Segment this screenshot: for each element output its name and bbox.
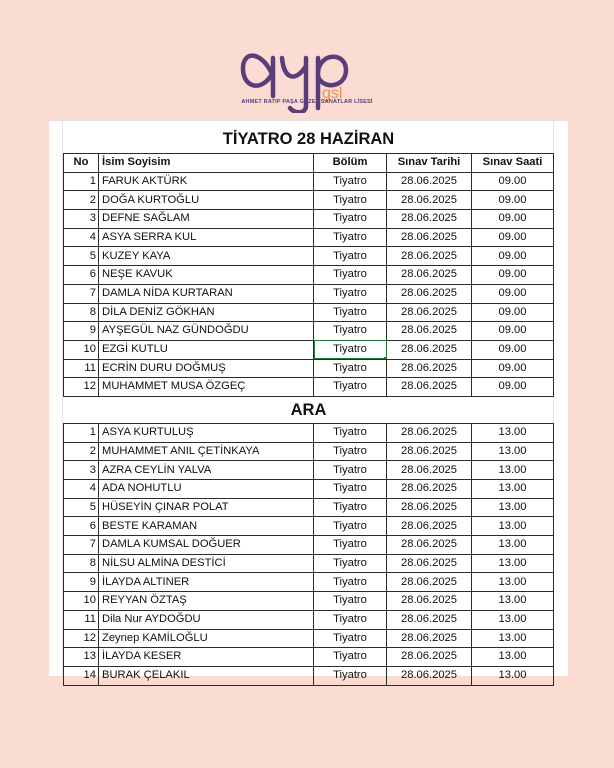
table-row <box>64 610 554 629</box>
exam-time-cell[interactable]: 13.00 <box>472 517 554 536</box>
table-row <box>64 536 554 555</box>
header-row <box>64 154 554 173</box>
row-number-cell[interactable]: 3 <box>64 461 99 480</box>
row-number-cell[interactable]: 10 <box>64 592 99 611</box>
exam-time-cell[interactable]: 13.00 <box>472 573 554 592</box>
table-row <box>64 666 554 685</box>
exam-time-cell[interactable]: 13.00 <box>472 629 554 648</box>
row-number-cell[interactable]: 4 <box>64 480 99 499</box>
header-exam-date[interactable]: Sınav Tarihi <box>387 154 472 173</box>
exam-date-cell[interactable]: 28.06.2025 <box>387 517 472 536</box>
exam-time-cell[interactable]: 13.00 <box>472 498 554 517</box>
exam-date-cell[interactable]: 28.06.2025 <box>387 442 472 461</box>
exam-date-cell[interactable]: 28.06.2025 <box>387 423 472 442</box>
exam-date-cell[interactable]: 28.06.2025 <box>387 247 472 266</box>
exam-time-cell[interactable]: 09.00 <box>472 303 554 322</box>
table-row <box>64 247 554 266</box>
department-cell[interactable]: Tiyatro <box>314 442 387 461</box>
department-cell[interactable]: Tiyatro <box>314 629 387 648</box>
exam-date-cell[interactable]: 28.06.2025 <box>387 303 472 322</box>
row-number-cell[interactable]: 1 <box>64 423 99 442</box>
student-name-cell[interactable]: ASYA SERRA KUL <box>99 228 314 247</box>
student-name-cell[interactable]: İLAYDA KESER <box>99 648 314 667</box>
department-cell[interactable]: Tiyatro <box>314 228 387 247</box>
schedule-table <box>63 121 554 686</box>
exam-date-cell[interactable]: 28.06.2025 <box>387 592 472 611</box>
row-number-cell[interactable]: 8 <box>64 554 99 573</box>
row-number-cell[interactable]: 5 <box>64 498 99 517</box>
row-number-cell[interactable]: 7 <box>64 284 99 303</box>
table-row <box>64 480 554 499</box>
exam-time-cell[interactable]: 09.00 <box>472 210 554 229</box>
student-name-cell[interactable]: DEFNE SAĞLAM <box>99 210 314 229</box>
table-row <box>64 322 554 341</box>
logo-school-short: gsl <box>322 85 343 102</box>
header-name[interactable]: İsim Soyisim <box>99 154 314 173</box>
student-name-cell[interactable]: REYYAN ÖZTAŞ <box>99 592 314 611</box>
exam-time-cell[interactable]: 09.00 <box>472 191 554 210</box>
table-row <box>64 592 554 611</box>
row-number-cell[interactable]: 3 <box>64 210 99 229</box>
section-title: ARA <box>64 396 554 423</box>
page-title: TİYATRO 28 HAZİRAN <box>222 129 395 148</box>
department-cell[interactable]: Tiyatro <box>314 610 387 629</box>
exam-time-cell[interactable]: 13.00 <box>472 592 554 611</box>
table-row <box>64 340 554 359</box>
student-name-cell[interactable]: BURAK ÇELAKIL <box>99 666 314 685</box>
exam-time-cell[interactable]: 09.00 <box>472 266 554 285</box>
table-row <box>64 461 554 480</box>
student-name-cell[interactable]: İLAYDA ALTINER <box>99 573 314 592</box>
header-department[interactable]: Bölüm <box>314 154 387 173</box>
student-name-cell[interactable]: DAMLA KUMSAL DOĞUER <box>99 536 314 555</box>
header-exam-time[interactable]: Sınav Saati <box>472 154 554 173</box>
exam-date-cell[interactable]: 28.06.2025 <box>387 480 472 499</box>
row-number-cell[interactable]: 6 <box>64 517 99 536</box>
row-number-cell[interactable]: 4 <box>64 228 99 247</box>
student-name-cell[interactable]: ADA NOHUTLU <box>99 480 314 499</box>
exam-time-cell[interactable]: 09.00 <box>472 172 554 191</box>
row-number-cell[interactable]: 12 <box>64 378 99 397</box>
exam-time-cell[interactable]: 13.00 <box>472 461 554 480</box>
table-row <box>64 573 554 592</box>
student-name-cell[interactable]: Dila Nur AYDOĞDU <box>99 610 314 629</box>
student-name-cell[interactable]: DOĞA KURTOĞLU <box>99 191 314 210</box>
exam-date-cell[interactable]: 28.06.2025 <box>387 228 472 247</box>
exam-time-cell[interactable]: 13.00 <box>472 480 554 499</box>
student-name-cell[interactable]: KUZEY KAYA <box>99 247 314 266</box>
row-number-cell[interactable]: 8 <box>64 303 99 322</box>
exam-time-cell[interactable]: 13.00 <box>472 423 554 442</box>
exam-date-cell[interactable]: 28.06.2025 <box>387 322 472 341</box>
department-cell[interactable]: Tiyatro <box>314 498 387 517</box>
row-number-cell[interactable]: 14 <box>64 666 99 685</box>
table-row <box>64 266 554 285</box>
exam-time-cell[interactable]: 13.00 <box>472 442 554 461</box>
exam-time-cell[interactable]: 13.00 <box>472 666 554 685</box>
department-cell[interactable]: Tiyatro <box>314 423 387 442</box>
exam-date-cell[interactable]: 28.06.2025 <box>387 498 472 517</box>
exam-time-cell[interactable]: 09.00 <box>472 228 554 247</box>
row-number-cell[interactable]: 11 <box>64 610 99 629</box>
student-name-cell[interactable]: Zeynep KAMİLOĞLU <box>99 629 314 648</box>
department-cell[interactable]: Tiyatro <box>314 340 387 359</box>
exam-date-cell[interactable]: 28.06.2025 <box>387 573 472 592</box>
student-name-cell[interactable]: DİLA DENİZ GÖKHAN <box>99 303 314 322</box>
exam-date-cell[interactable]: 28.06.2025 <box>387 666 472 685</box>
row-number-cell[interactable]: 2 <box>64 442 99 461</box>
row-number-cell[interactable]: 1 <box>64 172 99 191</box>
table-row <box>64 498 554 517</box>
department-cell[interactable]: Tiyatro <box>314 592 387 611</box>
exam-date-cell[interactable]: 28.06.2025 <box>387 461 472 480</box>
logo-school-full: AHMET RATIP PAŞA GÜZEL SANATLAR LİSESİ <box>241 99 373 105</box>
row-number-cell[interactable]: 9 <box>64 322 99 341</box>
student-name-cell[interactable]: MUHAMMET ANIL ÇETİNKAYA <box>99 442 314 461</box>
row-number-cell[interactable]: 6 <box>64 266 99 285</box>
table-row <box>64 172 554 191</box>
table-row <box>64 191 554 210</box>
department-cell[interactable]: Tiyatro <box>314 666 387 685</box>
header-no[interactable]: No <box>64 154 99 173</box>
row-number-cell[interactable]: 10 <box>64 340 99 359</box>
table-row <box>64 359 554 378</box>
table-row <box>64 210 554 229</box>
department-cell[interactable]: Tiyatro <box>314 359 387 378</box>
exam-date-cell[interactable]: 28.06.2025 <box>387 172 472 191</box>
exam-date-cell[interactable]: 28.06.2025 <box>387 554 472 573</box>
department-cell[interactable]: Tiyatro <box>314 536 387 555</box>
exam-time-cell[interactable]: 09.00 <box>472 378 554 397</box>
department-cell[interactable]: Tiyatro <box>314 284 387 303</box>
exam-date-cell[interactable]: 28.06.2025 <box>387 629 472 648</box>
exam-date-cell[interactable]: 28.06.2025 <box>387 284 472 303</box>
exam-date-cell[interactable]: 28.06.2025 <box>387 536 472 555</box>
row-number-cell[interactable]: 13 <box>64 648 99 667</box>
row-number-cell[interactable]: 11 <box>64 359 99 378</box>
table-row <box>64 303 554 322</box>
row-number-cell[interactable]: 9 <box>64 573 99 592</box>
student-name-cell[interactable]: NEŞE KAVUK <box>99 266 314 285</box>
department-cell[interactable]: Tiyatro <box>314 191 387 210</box>
row-number-cell[interactable]: 5 <box>64 247 99 266</box>
student-name-cell[interactable]: ASYA KURTULUŞ <box>99 423 314 442</box>
student-name-cell[interactable]: BESTE KARAMAN <box>99 517 314 536</box>
table-row <box>64 284 554 303</box>
student-name-cell[interactable]: MUHAMMET MUSA ÖZGEÇ <box>99 378 314 397</box>
student-name-cell[interactable]: DAMLA NİDA KURTARAN <box>99 284 314 303</box>
exam-date-cell[interactable]: 28.06.2025 <box>387 359 472 378</box>
department-cell[interactable]: Tiyatro <box>314 573 387 592</box>
department-cell[interactable]: Tiyatro <box>314 378 387 397</box>
exam-date-cell[interactable]: 28.06.2025 <box>387 610 472 629</box>
table-row <box>64 554 554 573</box>
exam-time-cell[interactable]: 13.00 <box>472 536 554 555</box>
title-row <box>64 121 554 154</box>
student-name-cell[interactable]: NİLSU ALMİNA DESTİCİ <box>99 554 314 573</box>
student-name-cell[interactable]: ECRİN DURU DOĞMUŞ <box>99 359 314 378</box>
table-row <box>64 423 554 442</box>
student-name-cell[interactable]: EZGİ KUTLU <box>99 340 314 359</box>
department-cell[interactable]: Tiyatro <box>314 480 387 499</box>
exam-time-cell[interactable]: 09.00 <box>472 322 554 341</box>
table-row <box>64 629 554 648</box>
exam-time-cell[interactable]: 09.00 <box>472 359 554 378</box>
table-row <box>64 228 554 247</box>
student-name-cell[interactable]: AYŞEGÜL NAZ GÜNDOĞDU <box>99 322 314 341</box>
exam-time-cell[interactable]: 09.00 <box>472 247 554 266</box>
department-cell[interactable]: Tiyatro <box>314 303 387 322</box>
student-name-cell[interactable]: HÜSEYİN ÇINAR POLAT <box>99 498 314 517</box>
section-row <box>64 396 554 423</box>
row-number-cell[interactable]: 12 <box>64 629 99 648</box>
exam-time-cell[interactable]: 09.00 <box>472 284 554 303</box>
exam-time-cell[interactable]: 13.00 <box>472 648 554 667</box>
spreadsheet <box>49 120 568 682</box>
department-cell[interactable]: Tiyatro <box>314 247 387 266</box>
department-cell[interactable]: Tiyatro <box>314 461 387 480</box>
department-cell[interactable]: Tiyatro <box>314 648 387 667</box>
exam-time-cell[interactable]: 13.00 <box>472 610 554 629</box>
department-cell[interactable]: Tiyatro <box>314 517 387 536</box>
department-cell[interactable]: Tiyatro <box>314 554 387 573</box>
exam-time-cell[interactable]: 09.00 <box>472 340 554 359</box>
exam-date-cell[interactable]: 28.06.2025 <box>387 266 472 285</box>
table-row <box>64 442 554 461</box>
exam-date-cell[interactable]: 28.06.2025 <box>387 648 472 667</box>
table-row <box>64 378 554 397</box>
exam-date-cell[interactable]: 28.06.2025 <box>387 210 472 229</box>
row-number-cell[interactable]: 2 <box>64 191 99 210</box>
exam-date-cell[interactable]: 28.06.2025 <box>387 340 472 359</box>
student-name-cell[interactable]: AZRA CEYLİN YALVA <box>99 461 314 480</box>
table-row <box>64 517 554 536</box>
exam-time-cell[interactable]: 13.00 <box>472 554 554 573</box>
table-row <box>64 648 554 667</box>
department-cell[interactable]: Tiyatro <box>314 322 387 341</box>
department-cell[interactable]: Tiyatro <box>314 172 387 191</box>
exam-date-cell[interactable]: 28.06.2025 <box>387 191 472 210</box>
department-cell[interactable]: Tiyatro <box>314 210 387 229</box>
student-name-cell[interactable]: FARUK AKTÜRK <box>99 172 314 191</box>
row-number-cell[interactable]: 7 <box>64 536 99 555</box>
exam-date-cell[interactable]: 28.06.2025 <box>387 378 472 397</box>
fill-handle[interactable] <box>384 357 387 360</box>
department-cell[interactable]: Tiyatro <box>314 266 387 285</box>
